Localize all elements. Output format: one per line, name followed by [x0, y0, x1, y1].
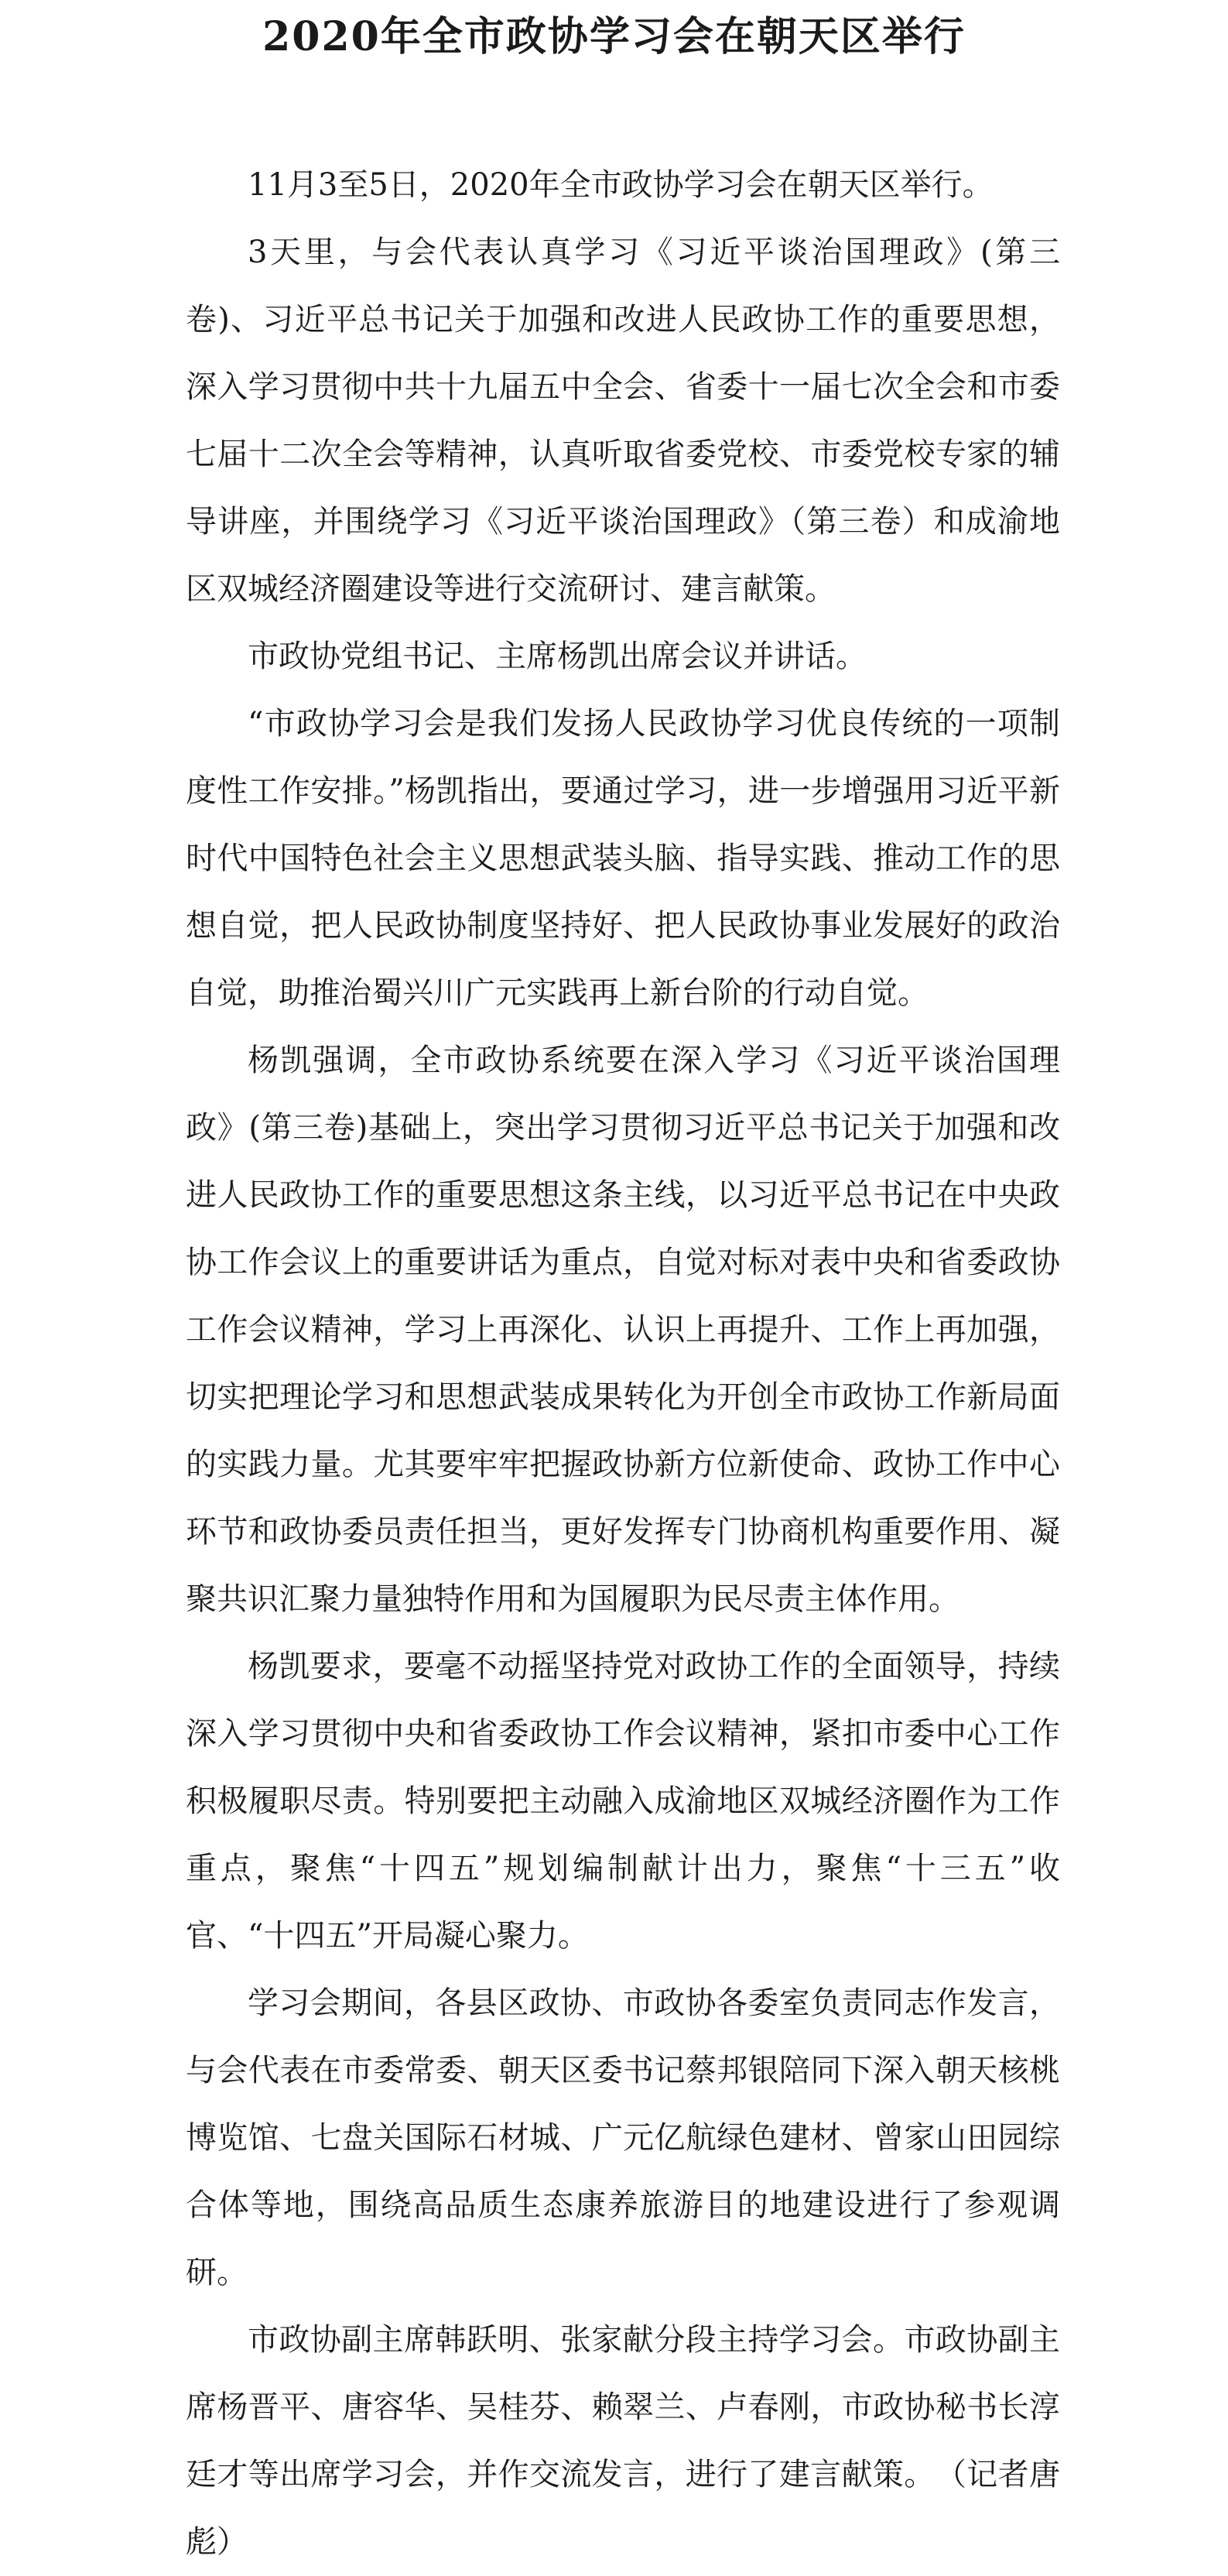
paragraph-1: 11月3至5日，2020年全市政协学习会在朝天区举行。: [248, 167, 994, 203]
paragraph-5: 杨凯强调，全市政协系统要在深入学习《习近平谈治国理政》(第三卷)基础上，突出学习贯彻习近平总书记关于加强和改进人民政协工作的重要思想这条主线，以习近平总书记在中央政协工作会议上的重要讲话为重点，自觉对标对表中央和省委政协工作会议精神，学习上再深化、认识上再提升、工作上再加强，切实把理论学习和思想武装成果转化为开创全市政协工作新局面的实践力量。尤其要牢牢把握政协新方位新使命、政协工作中心环节和政协委员责任担当，更好发挥专门协商机构重要作用、凝聚共识汇聚力量独特作用和为国履职为民尽责主体作用。: [186, 1043, 1060, 1617]
paragraph-8: 市政协副主席韩跃明、张家献分段主持学习会。市政协副主席杨晋平、唐容华、吴桂芬、赖翠兰、卢春刚，市政协秘书长淳廷才等出席学习会，并作交流发言，进行了建言献策。 （记者唐彪）: [186, 2322, 1060, 2560]
article-title: 2020年全市政协学习会在朝天区举行: [262, 13, 966, 60]
paragraph-2: 3天里，与会代表认真学习《习近平谈治国理政》(第三卷)、习近平总书记关于加强和改进人民政协工作的重要思想，深入学习贯彻中共十九届五中全会、省委十一届七次全会和市委七届十二次全会等精神，认真听取省委党校、市委党校专家的辅导讲座，并围绕学习《习近平谈治国理政》（第三卷）和成渝地区双城经济圈建设等进行交流研讨、建言献策。: [186, 235, 1060, 607]
article-body: [186, 152, 1060, 2576]
paragraph-6: 杨凯要求，要毫不动摇坚持党对政协工作的全面领导，持续深入学习贯彻中央和省委政协工作会议精神，紧扣市委中心工作积极履职尽责。特别要把主动融入成渝地区双城经济圈作为工作重点，聚焦“十四五”规划编制献计出力，聚焦“十三五”收官、“十四五”开局凝心聚力。: [186, 1649, 1060, 1954]
paragraph-7: 学习会期间，各县区政协、市政协各委室负责同志作发言，与会代表在市委常委、朝天区委书记蔡邦银陪同下深入朝天核桃博览馆、七盘关国际石材城、广元亿航绿色建材、曾家山田园综合体等地，围绕高品质生态康养旅游目的地建设进行了参观调研。: [186, 1985, 1060, 2290]
paragraph-3: 市政协党组书记、主席杨凯出席会议并讲话。: [248, 639, 867, 674]
paragraph-4: “市政协学习会是我们发扬人民政协学习优良传统的一项制度性工作安排。”杨凯指出，要通过学习，进一步增强用习近平新时代中国特色社会主义思想武装头脑、指导实践、推动工作的思想自觉，把人民政协制度坚持好、把人民政协事业发展好的政治自觉，助推治蜀兴川广元实践再上新台阶的行动自觉。: [186, 706, 1060, 1011]
